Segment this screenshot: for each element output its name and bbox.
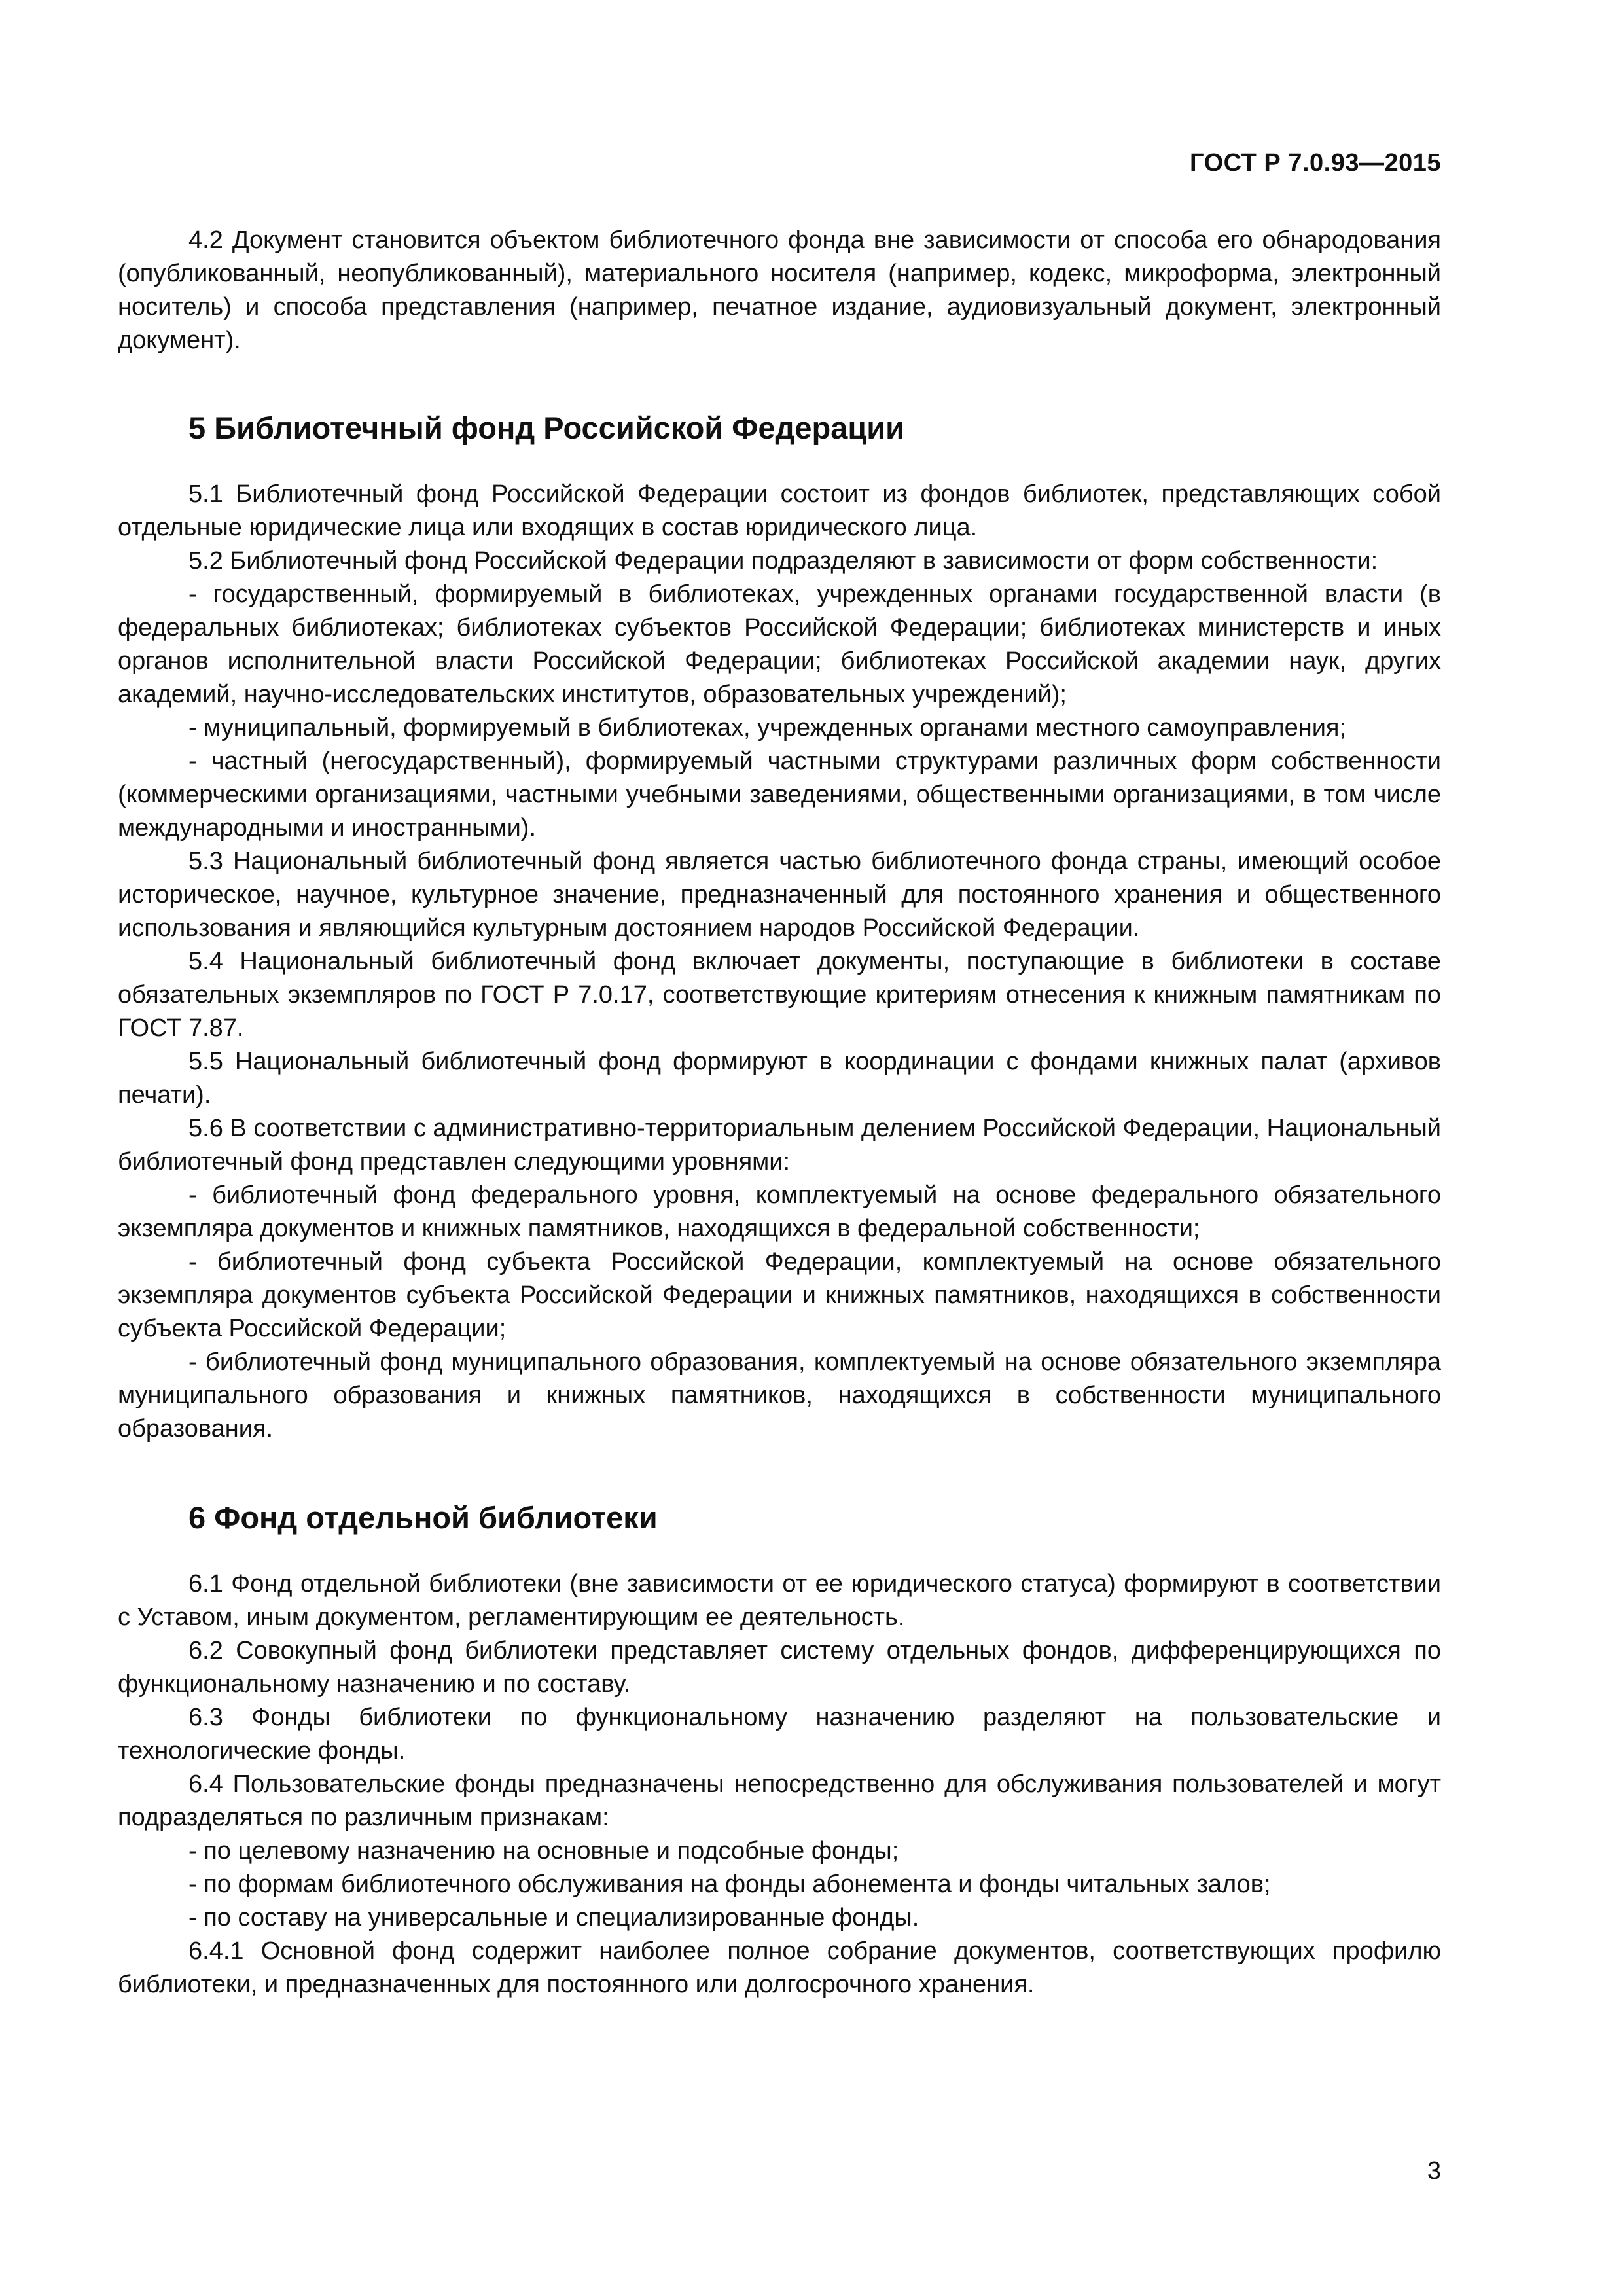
paragraph-6-3: 6.3 Фонды библиотеки по функциональному назначению разделяют на пользовательские и технологические фонды.: [118, 1704, 1441, 1765]
list-item-purpose: - по целевому назначению на основные и подсобные фонды;: [188, 1837, 899, 1865]
document-code: ГОСТ Р 7.0.93—2015: [1190, 149, 1441, 177]
paragraph-5-5: 5.5 Национальный библиотечный фонд формируют в координации с фондами книжных палат (архивов печати).: [118, 1048, 1441, 1109]
document-content: [118, 224, 1441, 2001]
list-item-state-fund: - государственный, формируемый в библиотеках, учрежденных органами государственной власти (в федеральных библиотеках; библиотеках субъектов Российской Федерации; библиотеках министерств и иных органов исполнительной власти Российской Федерации; библиотеках Российской академии наук, других академий, научно-исследовательских институтов, образовательных учреждений);: [118, 581, 1441, 708]
list-item-service-forms: - по формам библиотечного обслуживания на фонды абонемента и фонды читальных залов;: [188, 1871, 1271, 1898]
list-item-municipal-fund: - муниципальный, формируемый в библиотеках, учрежденных органами местного самоуправления;: [188, 714, 1347, 742]
section-5-title: 5 Библиотечный фонд Российской Федерации: [188, 410, 905, 445]
list-item-composition: - по составу на универсальные и специализированные фонды.: [188, 1904, 919, 1931]
paragraph-4-2: 4.2 Документ становится объектом библиотечного фонда вне зависимости от способа его обнародования (опубликованный, неопубликованный), материального носителя (например, кодекс, микроформа, электронный носитель) и способа представления (например, печатное издание, аудиовизуальный документ, электронный документ).: [118, 226, 1441, 354]
paragraph-5-6: 5.6 В соответствии с административно-территориальным делением Российской Федерации, Национальный библиотечный фонд представлен следующими уровнями:: [118, 1115, 1441, 1175]
section-6-title: 6 Фонд отдельной библиотеки: [188, 1500, 658, 1535]
list-item-private-fund: - частный (негосударственный), формируемый частными структурами различных форм собственности (коммерческими организациями, частными учебными заведениями, общественными организациями, в том числе международными и иностранными).: [118, 747, 1441, 842]
page-number: 3: [1427, 2157, 1441, 2185]
paragraph-6-2: 6.2 Совокупный фонд библиотеки представляет систему отдельных фондов, дифференцирующихся по функциональному назначению и по составу.: [118, 1637, 1441, 1698]
paragraph-6-4: 6.4 Пользовательские фонды предназначены непосредственно для обслуживания пользователей и могут подразделяться по различным признакам:: [118, 1770, 1441, 1831]
document-page: [118, 0, 1441, 2296]
paragraph-5-3: 5.3 Национальный библиотечный фонд является частью библиотечного фонда страны, имеющий особое историческое, научное, культурное значение, предназначенный для постоянного хранения и общественного использования и являющийся культурным достоянием народов Российской Федерации.: [118, 848, 1441, 942]
list-item-municipal-level: - библиотечный фонд муниципального образования, комплектуемый на основе обязательного экземпляра муниципального образования и книжных памятников, находящихся в собственности муниципального образования.: [118, 1348, 1441, 1443]
paragraph-5-2: 5.2 Библиотечный фонд Российской Федерации подразделяют в зависимости от форм собственности:: [188, 547, 1378, 575]
paragraph-6-4-1: 6.4.1 Основной фонд содержит наиболее полное собрание документов, соответствующих профилю библиотеки, и предназначенных для постоянного или долгосрочного хранения.: [118, 1937, 1441, 1998]
paragraph-5-4: 5.4 Национальный библиотечный фонд включает документы, поступающие в библиотеки в составе обязательных экземпляров по ГОСТ Р 7.0.17, соответствующие критериям отнесения к книжным памятникам по ГОСТ 7.87.: [118, 948, 1441, 1042]
list-item-federal-level: - библиотечный фонд федерального уровня, комплектуемый на основе федерального обязательного экземпляра документов и книжных памятников, находящихся в федеральной собственности;: [118, 1181, 1441, 1242]
paragraph-5-1: 5.1 Библиотечный фонд Российской Федерации состоит из фондов библиотек, представляющих собой отдельные юридические лица или входящих в состав юридического лица.: [118, 480, 1441, 541]
paragraph-6-1: 6.1 Фонд отдельной библиотеки (вне зависимости от ее юридического статуса) формируют в соответствии с Уставом, иным документом, регламентирующим ее деятельность.: [118, 1570, 1441, 1631]
list-item-subject-level: - библиотечный фонд субъекта Российской Федерации, комплектуемый на основе обязательного экземпляра документов субъекта Российской Федерации и книжных памятников, находящихся в собственности субъекта Российской Федерации;: [118, 1248, 1441, 1342]
